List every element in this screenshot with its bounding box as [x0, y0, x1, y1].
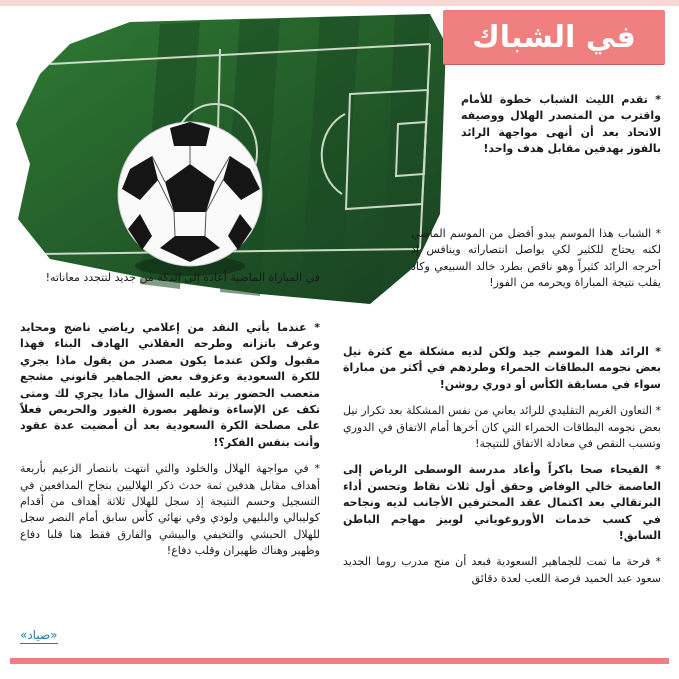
article-paragraph-1 — [461, 92, 661, 168]
article-paragraph-2 — [411, 226, 661, 302]
article-paragraph-4: * التعاون الغريم التقليدي للرائد يعاني من نفس المشكلة بعد تكرار نيل بعض نجومه البطاقات الحمراء التي كان أخرها أمام الاتفاق في الدوري وتسبب النقص في معادلة الاتفاق للنتيجة! — [343, 404, 661, 451]
article-paragraph-5: * الفيحاء صحا باكراً وأعاد مدرسة الوسطى الرياض إلى العاصمة خالي الوفاض وحقق أول ثلاث نقاط وتحسن أداء البرتقالي بعد اكتمال عقد المحترفين الأجانب لديه ونجاحه في كسب خدمات الأوروغوياني لوبيز مهاجم الباطن السابق! — [343, 463, 661, 543]
article-paragraph-8: * عندما يأتي النقد من إعلامي رياضي ناضج ومحايد وعرف باتزانه وطرحه العقلاني الهادف البناء فهذا مقبول ولكن عندما يكون مصدر من يقول ماذا يجري للكرة السعودية وعزوف بعض الجماهير قانوني مشجع متعصب الحضور يرتد عليه السؤال ماذا يجري لك ومتى تكف عن الإساءة وتظهر بصورة الغيور والحريص فعلاً على مصلحة الكرة السعودية بعد أن أمضيت عدة عقود وأنت بنفس الفكر؟! — [20, 321, 320, 449]
article-paragraph-3: * الرائد هذا الموسم جيد ولكن لديه مشكلة مع كثرة نيل بعض نجومه البطاقات الحمراء وطردهم في أكثر من مباراة سواء في مسابقة الكأس أو دوري روشن! — [343, 345, 661, 391]
article-paragraph-9: * في مواجهة الهلال والخلود والتي انتهت بانتصار الزعيم بأربعة أهداف مقابل هدفين ثمة حدث ذكر الهلاليين بنجاح المدافعين في التسجيل وحسم النتيجة إذ سجل للهلال ثلاثة أهداف من أقدام كوليبالي والبليهي ولودي وفي نهائي كأس سابق أمام النصر سجل للهلال الحبشي والتخيفي والبيشي والفارق فقط هنا قلبا دفاع وظهير وهناك ظهيران وقلب دفاع! — [20, 462, 320, 558]
section-banner — [443, 10, 665, 64]
paragraph-text: في المباراة الماضية أعاده إلى الدكة من جديد لتتجدد معاناته! — [45, 271, 320, 284]
soccer-ball-icon — [118, 122, 262, 266]
paragraph-text: * تقدم الليث الشباب خطوة للأمام واقترب من المتصدر الهلال ووصيفه الاتحاد بعد أن أنهى مواجهة الرائد بالفوز بهدفين مقابل هدف واحد! — [461, 93, 661, 156]
right-column — [343, 344, 661, 597]
paragraph-text: * الشباب هذا الموسم يبدو أفضل من الموسم الماضي لكنه يحتاج للكثير لكي يواصل انتصاراته وينافس إذ أحرجه الرائد كثيراً وهو ناقص بطرد خالد السبيعي وكاد يقلب نتيجة المباراة ويحرمه من الفوز! — [411, 227, 661, 290]
article-paragraph-7 — [20, 270, 320, 296]
bottom-rule — [10, 658, 669, 664]
pitch-illustration — [10, 4, 450, 304]
page-title: في الشباك — [472, 19, 636, 55]
article-paragraph-6: * فرحة ما تمت للجماهير السعودية فبعد أن منح مدرب روما الجديد سعود عبد الحميد فرصة اللعب لعدة دقائق — [343, 555, 661, 585]
left-column — [20, 320, 320, 570]
author-signature: «صياد» — [20, 628, 58, 642]
